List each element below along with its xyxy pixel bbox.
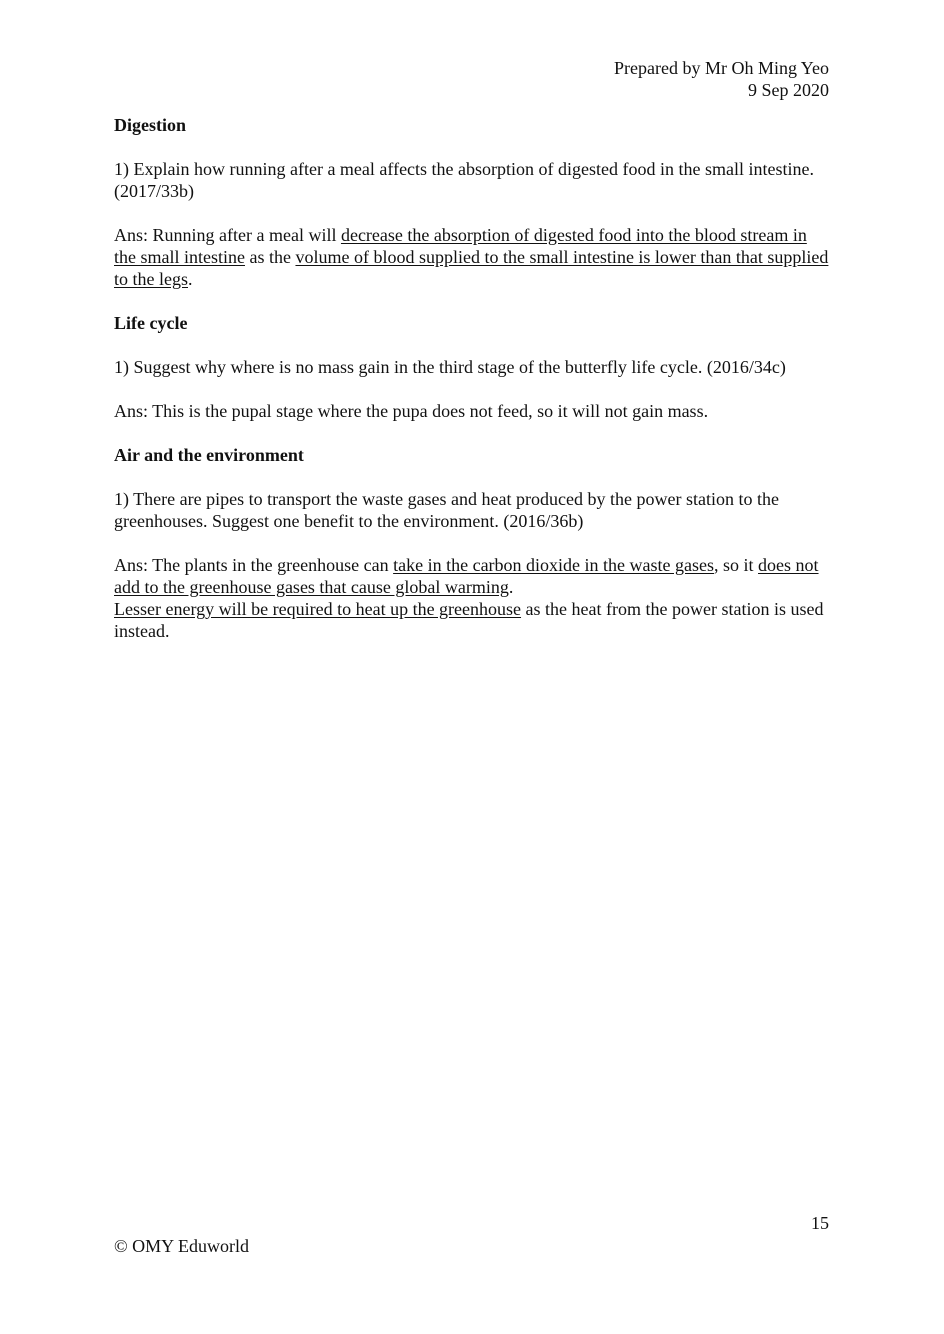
answer-text: Ans: Running after a meal will [114,225,341,245]
section-heading-air-environment: Air and the environment [114,445,304,465]
answer-text: . [188,269,193,289]
digestion-answer [114,224,830,290]
air-environment-question: 1) There are pipes to transport the waste gases and heat produced by the power station to the greenhouses. Suggest one benefit to the environment. (2016/36b) [114,489,779,531]
digestion-question: 1) Explain how running after a meal affects the absorption of digested food in the small intestine. (2017/33b) [114,159,814,201]
answer-underlined: decrease the absorption of digested food into the blood stream in the small intestine [114,225,807,267]
author-line: Prepared by Mr Oh Ming Yeo [614,58,829,78]
page-content [114,114,830,664]
section-heading-digestion: Digestion [114,115,186,135]
page-number: 15 [811,1213,829,1233]
page-header [614,57,829,101]
answer-underlined: Lesser energy will be required to heat up the greenhouse [114,599,522,619]
date-line: 9 Sep 2020 [748,80,829,100]
life-cycle-question: 1) Suggest why where is no mass gain in the third stage of the butterfly life cycle. (2016/34c) [114,357,786,377]
life-cycle-answer: Ans: This is the pupal stage where the pupa does not feed, so it will not gain mass. [114,401,709,421]
section-heading-life-cycle: Life cycle [114,313,188,333]
answer-text: as the [244,247,296,267]
answer-text: , so it [714,555,759,575]
copyright-footer: © OMY Eduworld [114,1236,249,1256]
answer-text: . [508,577,514,597]
answer-text: Ans: The plants in the greenhouse can [114,555,394,575]
answer-underlined: does not add to the greenhouse gases that cause global warming [114,555,819,597]
air-environment-answer [114,554,830,642]
answer-underlined: volume of blood supplied to the small intestine is lower than that supplied to the legs [114,247,829,289]
answer-text: as the heat from the power station is used instead. [114,599,824,641]
answer-underlined: take in the carbon dioxide in the waste gases [393,555,715,575]
